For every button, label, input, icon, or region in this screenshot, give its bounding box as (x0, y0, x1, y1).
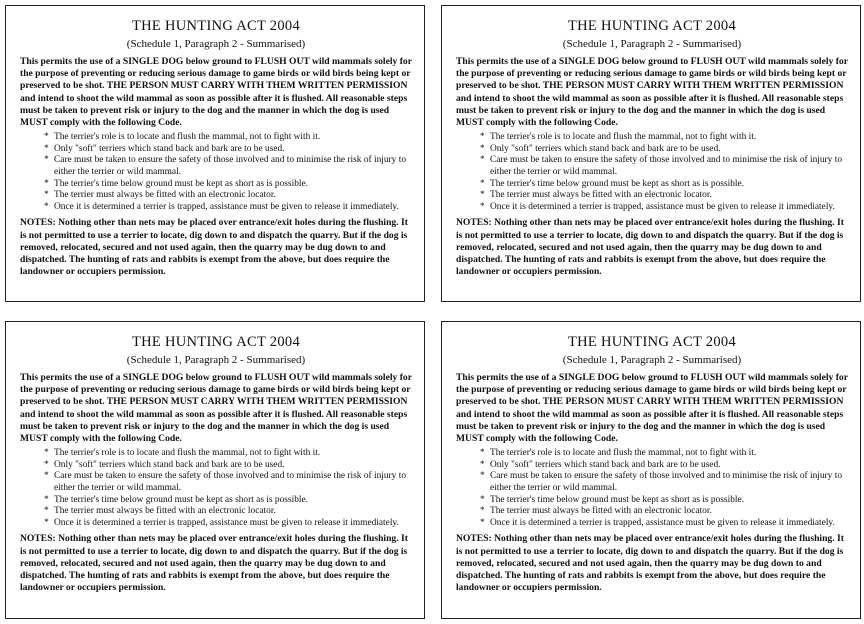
asterisk-bullet-icon: * (480, 459, 485, 470)
card-notes-paragraph: NOTES: Nothing other than nets may be placed over entrance/exit holes during the flushing. It is not permitted to use a terrier to locate, dig down to and dispatch the quarry. But if the dog is removed, relocated, secured and not used again, then the quarry may be dug down to and dispatched. The hunting of rats and rabbits is exempt from the above, but does require the landowner or occupiers permission. (456, 533, 844, 594)
code-rule-text: Care must be taken to ensure the safety of those involved and to minimise the risk of injury to either the terrier or wild mammal. (54, 155, 407, 177)
code-rule-text: Only "soft" terriers which stand back and bark are to be used. (54, 143, 285, 154)
hunting-act-card (441, 5, 861, 302)
card-title: THE HUNTING ACT 2004 (567, 334, 737, 350)
asterisk-bullet-icon: * (480, 155, 485, 166)
code-rule-text: The terrier must always be fitted with an electronic locator. (490, 506, 712, 517)
code-rule-text: Care must be taken to ensure the safety of those involved and to minimise the risk of injury to either the terrier or wild mammal. (490, 471, 843, 493)
asterisk-bullet-icon: * (44, 132, 49, 143)
code-rule-item (44, 132, 412, 144)
code-rule-text: Once it is determined a terrier is trapped, assistance must be given to release it immediately. (54, 201, 399, 212)
card-subtitle: (Schedule 1, Paragraph 2 - Summarised) (562, 38, 742, 50)
card-subtitle: (Schedule 1, Paragraph 2 - Summarised) (126, 354, 306, 366)
code-rule-item (44, 518, 412, 530)
card-notes-paragraph: NOTES: Nothing other than nets may be placed over entrance/exit holes during the flushing. It is not permitted to use a terrier to locate, dig down to and dispatch the quarry. But if the dog is removed, relocated, secured and not used again, then the quarry may be dug down to and dispatched. The hunting of rats and rabbits is exempt from the above, but does require the landowner or occupiers permission. (456, 217, 844, 278)
asterisk-bullet-icon: * (44, 448, 49, 459)
code-rule-item (44, 448, 412, 460)
card-subtitle: (Schedule 1, Paragraph 2 - Summarised) (562, 354, 742, 366)
asterisk-bullet-icon: * (44, 459, 49, 470)
code-rule-item (480, 179, 848, 191)
asterisk-bullet-icon: * (44, 494, 49, 505)
code-rule-text: The terrier's time below ground must be kept as short as is possible. (490, 178, 744, 189)
asterisk-bullet-icon: * (44, 155, 49, 166)
code-rule-text: The terrier must always be fitted with an electronic locator. (490, 190, 712, 201)
code-rule-text: Only "soft" terriers which stand back and bark are to be used. (490, 143, 721, 154)
code-rule-item (44, 495, 412, 507)
code-rule-text: The terrier's role is to locate and flush the mammal, not to fight with it. (490, 132, 757, 143)
code-rule-item (480, 144, 848, 156)
code-rule-item (480, 471, 848, 494)
code-rule-item (44, 202, 412, 214)
code-rule-text: Only "soft" terriers which stand back and bark are to be used. (54, 459, 285, 470)
card-notes-paragraph: NOTES: Nothing other than nets may be placed over entrance/exit holes during the flushing. It is not permitted to use a terrier to locate, dig down to and dispatch the quarry. But if the dog is removed, relocated, secured and not used again, then the quarry may be dug down to and dispatched. The hunting of rats and rabbits is exempt from the above, but does require the landowner or occupiers permission. (20, 533, 408, 594)
card-subtitle: (Schedule 1, Paragraph 2 - Summarised) (126, 38, 306, 50)
hunting-act-card (5, 5, 425, 302)
code-rule-text: The terrier's role is to locate and flush the mammal, not to fight with it. (54, 448, 321, 459)
hunting-act-card (5, 321, 425, 619)
code-rule-text: The terrier must always be fitted with an electronic locator. (54, 190, 276, 201)
card-intro-paragraph: This permits the use of a SINGLE DOG below ground to FLUSH OUT wild mammals solely for the purpose of preventing or reducing serious damage to game birds or wild birds being kept or preserved to be shot. THE PERSON MUST CARRY WITH THEM WRITTEN PERMISSION and intend to shoot the wild mammal as soon as possible after it is flushed. All reasonable steps must be taken to prevent risk or injury to the dog and the manner in which the dog is used MUST comply with the following Code. (456, 56, 848, 129)
asterisk-bullet-icon: * (480, 494, 485, 505)
code-rule-text: The terrier's time below ground must be kept as short as is possible. (54, 178, 308, 189)
card-intro-paragraph: This permits the use of a SINGLE DOG below ground to FLUSH OUT wild mammals solely for the purpose of preventing or reducing serious damage to game birds or wild birds being kept or preserved to be shot. THE PERSON MUST CARRY WITH THEM WRITTEN PERMISSION and intend to shoot the wild mammal as soon as possible after it is flushed. All reasonable steps must be taken to prevent risk or injury to the dog and the manner in which the dog is used MUST comply with the following Code. (456, 372, 848, 445)
code-rule-text: Care must be taken to ensure the safety of those involved and to minimise the risk of injury to either the terrier or wild mammal. (54, 471, 407, 493)
code-rule-item (480, 202, 848, 214)
asterisk-bullet-icon: * (480, 201, 485, 212)
asterisk-bullet-icon: * (480, 143, 485, 154)
code-rule-item (44, 179, 412, 191)
asterisk-bullet-icon: * (480, 471, 485, 482)
asterisk-bullet-icon: * (44, 190, 49, 201)
asterisk-bullet-icon: * (480, 506, 485, 517)
code-rule-item (44, 190, 412, 202)
code-rule-item (44, 460, 412, 472)
code-rule-text: The terrier must always be fitted with an electronic locator. (54, 506, 276, 517)
code-rule-text: Once it is determined a terrier is trapped, assistance must be given to release it immediately. (54, 517, 399, 528)
card-title: THE HUNTING ACT 2004 (567, 18, 737, 34)
card-intro-paragraph: This permits the use of a SINGLE DOG below ground to FLUSH OUT wild mammals solely for the purpose of preventing or reducing serious damage to game birds or wild birds being kept or preserved to be shot. THE PERSON MUST CARRY WITH THEM WRITTEN PERMISSION and intend to shoot the wild mammal as soon as possible after it is flushed. All reasonable steps must be taken to prevent risk or injury to the dog and the manner in which the dog is used MUST comply with the following Code. (20, 56, 412, 129)
asterisk-bullet-icon: * (44, 201, 49, 212)
code-rule-text: Only "soft" terriers which stand back and bark are to be used. (490, 459, 721, 470)
code-rule-item (480, 506, 848, 518)
asterisk-bullet-icon: * (480, 178, 485, 189)
code-rule-text: Care must be taken to ensure the safety of those involved and to minimise the risk of injury to either the terrier or wild mammal. (490, 155, 843, 177)
code-rule-text: The terrier's time below ground must be kept as short as is possible. (54, 494, 308, 505)
asterisk-bullet-icon: * (480, 132, 485, 143)
code-rule-item (480, 518, 848, 530)
code-rule-item (480, 448, 848, 460)
asterisk-bullet-icon: * (44, 471, 49, 482)
code-rule-list (456, 132, 848, 213)
asterisk-bullet-icon: * (480, 448, 485, 459)
code-rule-list (20, 132, 412, 213)
code-rule-item (480, 155, 848, 178)
code-rule-list (20, 448, 412, 529)
code-rule-item (480, 495, 848, 507)
code-rule-list (456, 448, 848, 529)
code-rule-item (44, 471, 412, 494)
code-rule-item (44, 144, 412, 156)
code-rule-item (480, 460, 848, 472)
card-title: THE HUNTING ACT 2004 (131, 18, 301, 34)
card-notes-paragraph: NOTES: Nothing other than nets may be placed over entrance/exit holes during the flushing. It is not permitted to use a terrier to locate, dig down to and dispatch the quarry. But if the dog is removed, relocated, secured and not used again, then the quarry may be dug down to and dispatched. The hunting of rats and rabbits is exempt from the above, but does require the landowner or occupiers permission. (20, 217, 408, 278)
code-rule-text: The terrier's role is to locate and flush the mammal, not to fight with it. (490, 448, 757, 459)
code-rule-text: The terrier's role is to locate and flush the mammal, not to fight with it. (54, 132, 321, 143)
asterisk-bullet-icon: * (480, 517, 485, 528)
asterisk-bullet-icon: * (44, 506, 49, 517)
asterisk-bullet-icon: * (44, 143, 49, 154)
code-rule-item (44, 155, 412, 178)
card-intro-paragraph: This permits the use of a SINGLE DOG below ground to FLUSH OUT wild mammals solely for the purpose of preventing or reducing serious damage to game birds or wild birds being kept or preserved to be shot. THE PERSON MUST CARRY WITH THEM WRITTEN PERMISSION and intend to shoot the wild mammal as soon as possible after it is flushed. All reasonable steps must be taken to prevent risk or injury to the dog and the manner in which the dog is used MUST comply with the following Code. (20, 372, 412, 445)
code-rule-item (480, 190, 848, 202)
code-rule-item (480, 132, 848, 144)
code-rule-text: Once it is determined a terrier is trapped, assistance must be given to release it immediately. (490, 201, 835, 212)
asterisk-bullet-icon: * (480, 190, 485, 201)
card-title: THE HUNTING ACT 2004 (131, 334, 301, 350)
code-rule-item (44, 506, 412, 518)
asterisk-bullet-icon: * (44, 178, 49, 189)
code-rule-text: Once it is determined a terrier is trapped, assistance must be given to release it immediately. (490, 517, 835, 528)
asterisk-bullet-icon: * (44, 517, 49, 528)
hunting-act-card (441, 321, 861, 619)
code-rule-text: The terrier's time below ground must be kept as short as is possible. (490, 494, 744, 505)
